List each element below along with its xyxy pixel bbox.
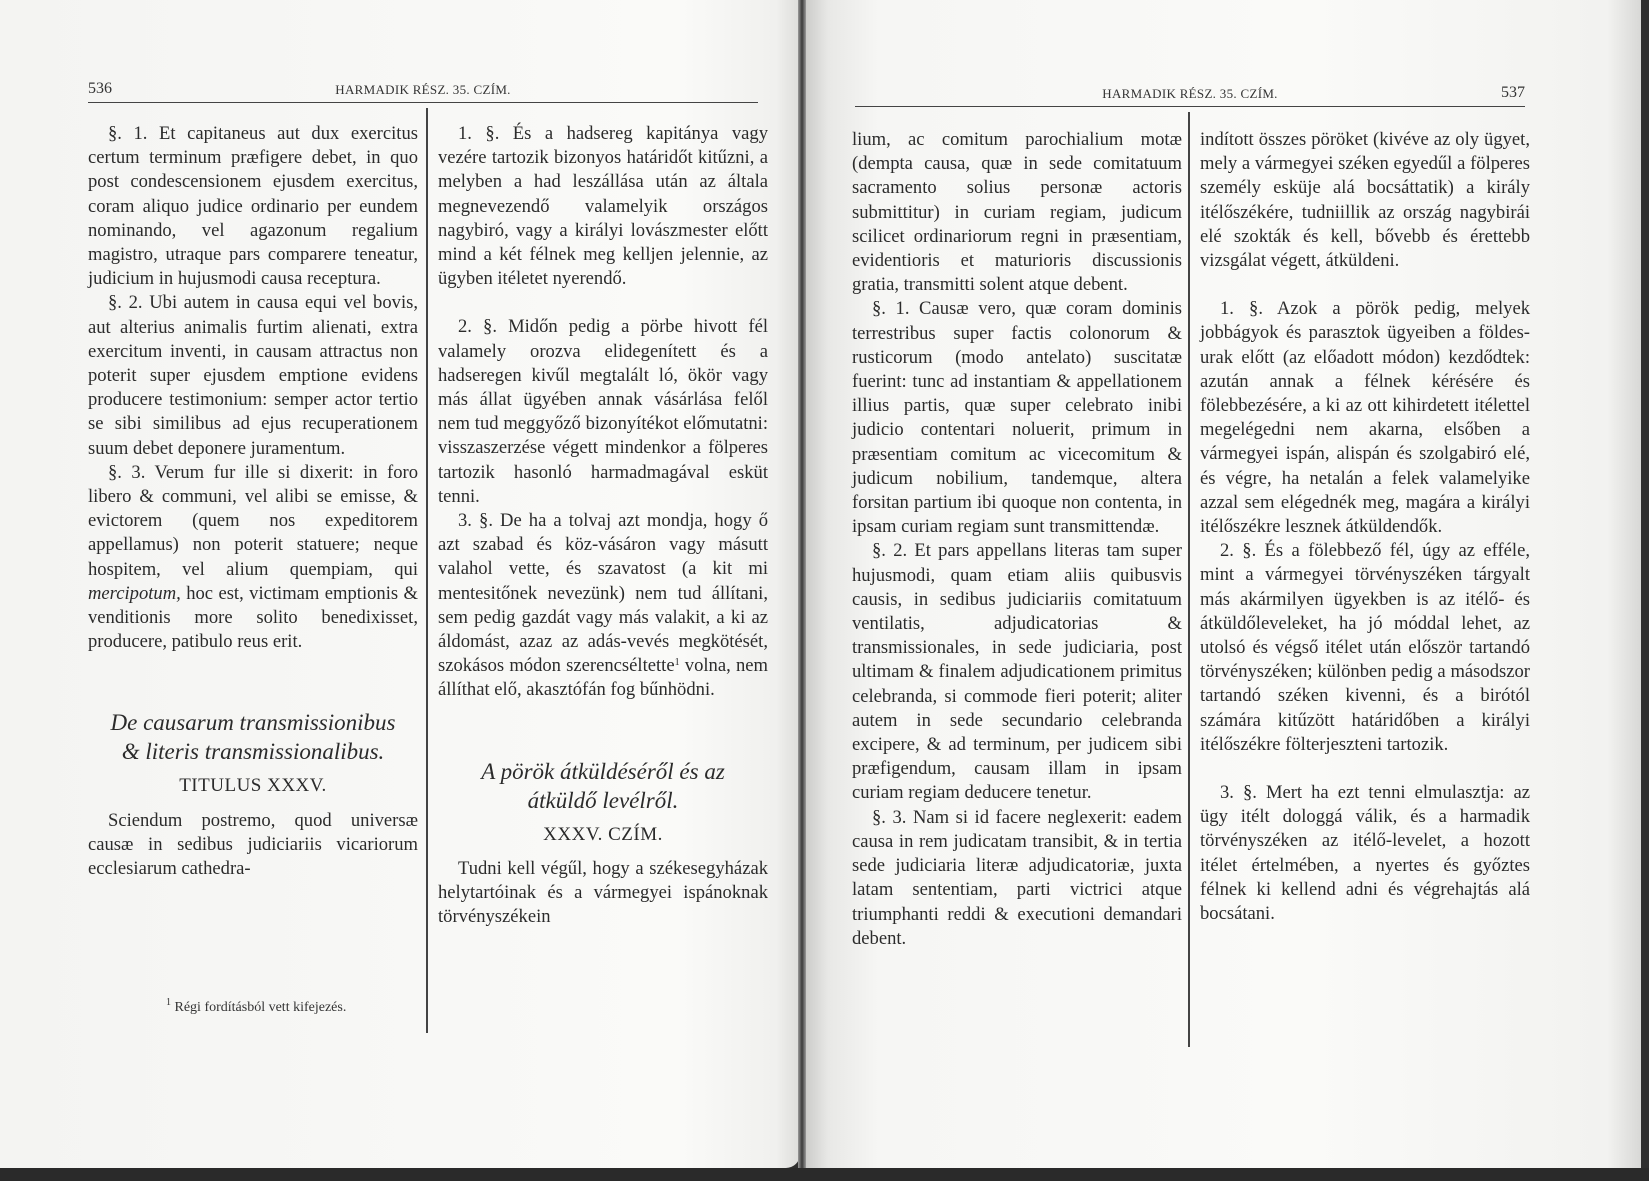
paragraph: §. 3. Verum fur ille si dixerit: in foro libero & communi, vel alibi se emisse, & evictorem (quem nos expeditorem appellamus) non poterit statuere; neque hospitem, vel alium quempiam, qui mercipotum, hoc est, victimam emptionis & venditionis more solito benedixisset, producere, patibulo reus erit. [88, 461, 418, 653]
paragraph: 1. §. Azok a pörök pedig, melyek jobbágyok és parasztok ügyeiben a földes-urak előtt (az előadott módon) kezdődtek: azután annak a félnek kérésére és fölebbezésére, a ki az ott kihirdetett itélettel megelégedni nem akarna, elsőben a vármegyei ispán, alispán és szolgabiró elé, és végre, ha netalán a felek valamelyike azzal sem elégednék meg, magára a királyi itélőszékre lesznek átküldendők. [1200, 298, 1530, 538]
paragraph: lium, ac comitum parochialium motæ (dempta causa, quæ in sede comitatuum sacramento solius personæ actoris submittitur) in curiam regiam, judicum scilicet ordinariorum regni in præsentiam, evidentioris et maturioris discussionis gratia, transmitti solent atque debent. [852, 129, 1182, 296]
paragraph: §. 3. Nam si id facere neglexerit: eadem causa in rem judicatam transibit, & in tertia sede judiciaria literæ adjudicatoriæ, juxta latam sententiam, parti victrici atque triumphanti reddi & executioni demandari debent. [852, 806, 1182, 949]
running-head-right: HARMADIK RÉSZ. 35. CZÍM. [1102, 86, 1278, 101]
paragraph: 3. §. De ha a tolvaj azt mondja, hogy ő azt szabad és köz-vásáron vagy másutt valahol vette, és szavatost (a kit mi mentesitőnek nevezünk) nem tud állítani, sem pedig gazdát vagy más valakit, a ki az áldomást, azaz az adás-vevés megkötését, szokásos módon szerencséltette$^1$ volna, nem állíthat elő, akasztófán fog bűnhödni. [438, 510, 768, 701]
left-hungarian-column [438, 122, 768, 929]
paragraph: Tudni kell végűl, hogy a székesegyházak helytartóinak és a vármegyei ispánoknak törvényszékein [438, 857, 768, 928]
paragraph: indított összes pöröket (kivéve az oly ügyet, mely a vármegyei széken egyedűl a fölperes személy esküje alá bocsáttatik) a király itélőszékére, tudniillik az ország nagybirái elé szokták és kell, bővebb és érettebb vizsgálat végett, átküldeni. [1200, 129, 1530, 272]
paragraph: §. 2. Ubi autem in causa equi vel bovis, aut alterius animalis furtim alienati, extra exercitum inventi, in causam attractus non poterit super ejusdem emptione evidens producere testimonium: semper actor tertio se sibi similibus ad ejus recuperationem suum debet deponere juramentum. [88, 292, 418, 459]
section-title-latin: De causarum transmissionibus & literis transmissionalibus. [110, 710, 396, 765]
book-spine [798, 0, 806, 1181]
italic-term: mercipotum, [88, 582, 181, 604]
paragraph: 1. §. És a hadsereg kapitánya vagy vezére tartozik bizonyos határidőt kitűzni, a melyben a had leszállása után az általa megnevezendő valamelyik országos nagybiró, vagy a királyi lovászmester előtt mind a két félnek meg kelljen jelennie, az ügyben itéletet nyerendő. [438, 123, 768, 290]
right-hungarian-column [1200, 128, 1530, 926]
running-head-left: HARMADIK RÉSZ. 35. CZÍM. [335, 82, 511, 97]
paragraph: 2. §. Midőn pedig a pörbe hivott fél valamely orozva elidegenített és a hadseregen kivűl megtalált ló, ökör vagy más állat ügyében annak vásárlása felől nem tud meggyőző bizonyítékot előmutatni: visszaszerzése végett mindenkor a fölperes tartozik hasonló harmadmagával esküt tenni. [438, 316, 768, 507]
paragraph: §. 1. Et capitaneus aut dux exercitus certum terminum præfigere debet, in quo post condescensionem ejusdem exercitus, coram aliquo judice ordinario per eundem nominando, vel agazonum regalium magistro, utraque pars comparere teneatur, judicium in hujusmodi causa receptura. [88, 123, 418, 290]
left-latin-column [88, 122, 418, 881]
paragraph: Sciendum postremo, quod universæ causæ in sedibus judiciariis vicariorum ecclesiarum cathedra- [88, 809, 418, 880]
title-number-latin: TITULUS XXXV. [179, 775, 327, 797]
column-divider [1188, 112, 1190, 1047]
paragraph: §. 2. Et pars appellans literas tam super hujusmodi, quam etiam aliis quibusvis causis, in sedibus judiciariis comitatuum ventilatis, adjudicatorias & transmissionales, in sede judiciaria, post ultimam & finalem adjudicationem primitus celebranda, si commode fieri poterit; aliter autem in sede secundario celebranda excipere, & ad terminum, per judicem sibi præfigendum, causam illam in ipsam curiam regiam deducere tenetur. [852, 540, 1182, 804]
book-cover-edge [0, 1168, 1649, 1181]
page-number-right: 537 [1501, 84, 1525, 101]
right-running-header [855, 84, 1525, 107]
footnote-reference[interactable]: 1 [674, 657, 680, 669]
paragraph: §. 1. Causæ vero, quæ coram dominis terrestribus super factis colonorum & rusticorum (modo antelato) suscitatæ fuerint: tunc ad instantiam & appellationem illius partis, quæ super celebrato inibi judicio contentari noluerit, primum in præsentiam comitum ac vicecomitum & judicum nobilium, tandemque, altera forsitan partium ibi quoque non contenta, in ipsam curiam regiam sunt transmittendæ. [852, 298, 1182, 538]
footnote [166, 997, 347, 1016]
title-number-hungarian: XXXV. CZÍM. [543, 823, 663, 845]
left-running-header [88, 80, 758, 103]
section-title-hungarian: A pörök átküldéséről és az átküldő levélről. [481, 758, 725, 813]
paragraph: 2. §. És a fölebbező fél, úgy az efféle, mint a vármegyei törvényszéken tárgyalt más akármilyen ügyekben is az itélő- és átküldőleveleket, ha jó móddal lehet, az utolsó és végső itélet után először tartandó törvényszéken; különben pedig a másodszor tartandó széken kivenni, és a birótól számára kitűzött határidőben a királyi itélőszékre fölterjeszteni tartozik. [1200, 540, 1530, 755]
right-latin-column [852, 128, 1182, 951]
paragraph: 3. §. Mert ha ezt tenni elmulasztja: az ügy itélt dologgá válik, és a harmadik törvényszéken az itélő-levelet, a hozott itélet értelmében, a nyertes és győztes félnek ki kellend adni és végrehajtás alá bocsátani. [1200, 782, 1530, 925]
page-number-left: 536 [88, 80, 112, 97]
footnote-text: Régi fordításból vett kifejezés. [174, 1000, 347, 1015]
footnote-marker: 1 [166, 997, 171, 1008]
column-divider [426, 108, 428, 1033]
